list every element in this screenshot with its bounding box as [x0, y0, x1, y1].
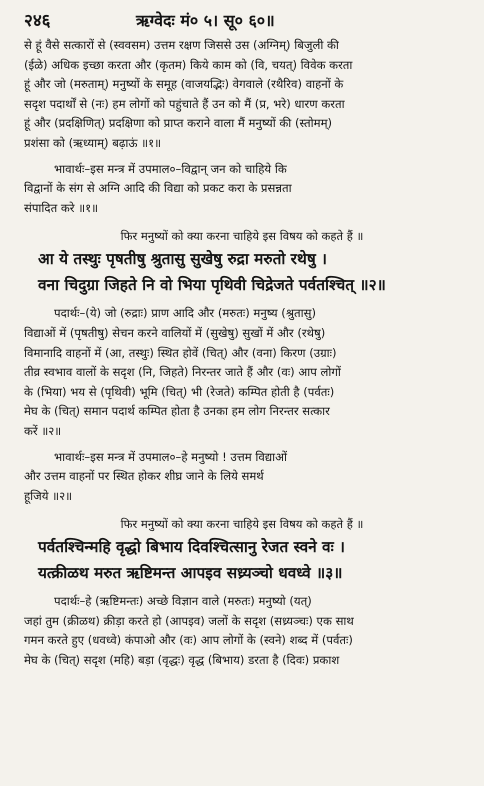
text-line: हूं और (प्रदक्षिणित्) प्रदक्षिणा को प्राप्त कराने वाला मैं मनुष्यों की (स्तोमम्)	[24, 116, 333, 131]
padartha-3	[24, 592, 460, 670]
text-line: प्रशंसा को (ऋध्याम्) बढ़ाऊं ॥१॥	[24, 135, 162, 150]
text-line: पदार्थः–(ये) जो (रुद्राः) प्राण आदि और (मरुतः) मनुष्य (श्रुतासु)	[54, 306, 316, 321]
mantra-1	[24, 246, 460, 298]
text-line: करें ॥२॥	[24, 423, 62, 438]
text-line: (ईळे) अधिक इच्छा करता और (कृतम) किये काम को (वि, चयत्) विवेक करता	[24, 57, 353, 72]
mantra-line: पर्वतश्चिन्महि वृद्धो बिभाय दिवश्चित्सानु रेजत स्वने वः ।	[38, 538, 345, 557]
text-line: भावार्थः–इस मन्त्र में उपमाल०–विद्वान् जन को चाहिये कि	[54, 161, 287, 176]
bhavartha-2	[24, 448, 460, 507]
mantra-2	[24, 534, 460, 586]
intro-line-2: फिर मनुष्यों को क्या करना चाहिये इस विषय को कहते हैं ॥	[120, 517, 364, 532]
text-line: संपादित करे ॥१॥	[24, 200, 99, 215]
page-number: २४६	[24, 11, 51, 31]
text-line: गमन करते हुए (धवध्वे) कंपाओ और (वः) आप लोगों के (स्वने) शब्द में (पर्वतः)	[24, 633, 353, 648]
commentary-paragraph-1	[24, 36, 460, 154]
text-line: विद्याओं में (पृषतीषु) सेचन करने वालियों में (सुखेषु) सुखों में और (रथेषु)	[24, 325, 326, 340]
text-line: से हूं वैसे सत्कारों से (स्ववसम) उत्तम रक्षण जिससे उस (अग्निम्) बिजुली की	[24, 38, 339, 52]
padartha-2	[24, 304, 460, 441]
bhavartha-1	[24, 160, 460, 219]
text-line: मेघ के (चित्) समान पदार्थ कम्पित होता है उनका हम लोग निरन्तर सत्कार	[24, 404, 330, 419]
text-line: हूजिये ॥२॥	[24, 488, 73, 503]
text-line: पदार्थः–हे (ऋष्टिमन्तः) अच्छे विज्ञान वाले (मरुतः) मनुष्यो (यत्)	[54, 594, 312, 609]
text-line: भावार्थः–इस मन्त्र में उपमाल०–हे मनुष्यो ! उत्तम विद्याओं	[54, 449, 287, 464]
intro-line-1: फिर मनुष्यों को क्या करना चाहिये इस विषय को कहते हैं ॥	[120, 229, 364, 244]
text-line: मेघ के (चित्) सदृश (महि) बड़ा (वृद्धः) वृद्ध (बिभाय) डरता है (दिवः) प्रकाश	[24, 653, 340, 668]
text-line: विमानादि वाहनों में (आ, तस्थुः) स्थित होवें (चित्) और (वना) किरण (उग्राः)	[24, 345, 337, 360]
text-line: विद्वानों के संग से अग्नि आदि की विद्या को प्रकट करा के प्रसन्नता	[24, 181, 292, 196]
text-line: जहां तुम (क्रीळथ) क्रीड़ा करते हो (आपइव) जलों के सदृश (सध्र्यञ्चः) एक साथ	[24, 613, 354, 628]
mantra-line: आ ये तस्थुः पृषतीषु श्रुतासु सुखेषु रुद्रा मरुतो रथेषु ।	[38, 250, 327, 269]
mantra-line: यत्क्रीळथ मरुत ऋष्टिमन्त आपइव सध्र्यञ्चो धवध्वे ॥३॥	[38, 564, 343, 583]
text-line: सदृश पदार्थों से (नः) हम लोगों को पहुंचाते हैं उन को मैं (प्र, भरे) धारण करता	[24, 96, 345, 111]
mantra-line: वना चिदुग्रा जिहते नि वो भिया पृथिवी चिद्रेजते पर्वतश्चित् ॥२॥	[38, 276, 386, 295]
text-line: हूं और जो (मरुताम्) मनुष्यों के समूह (वाजयद्भिः) वेगवाले (रथैरिव) वाहनों के	[24, 77, 344, 92]
text-line: के (भिया) भय से (पृथिवी) भूमि (चित्) भी (रेजते) कम्पित होती है (पर्वतः)	[24, 384, 335, 399]
running-title: ऋग्वेदः मं० ५। सू० ६०॥	[136, 11, 275, 30]
page-header	[24, 8, 460, 36]
text-line: तीव्र स्वभाव वालों के सदृश (नि, जिहते) निरन्तर जाते हैं और (वः) आप लोगों	[24, 365, 341, 380]
text-line: और उत्तम वाहनों पर स्थित होकर शीघ्र जाने के लिये समर्थ	[24, 469, 264, 484]
